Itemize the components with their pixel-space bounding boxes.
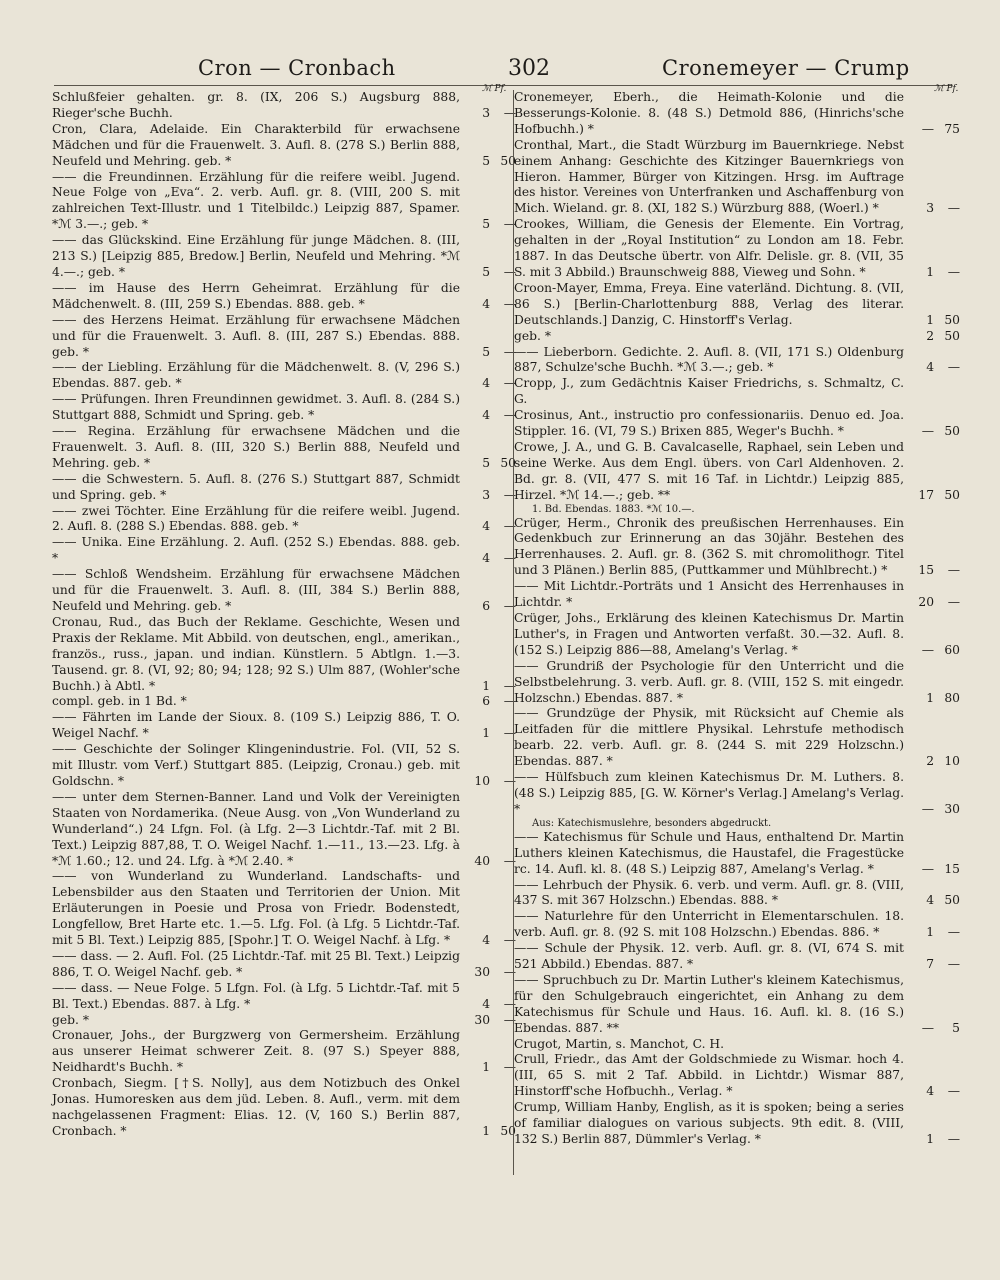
catalog-entry: [514, 878, 960, 910]
entry-price: [908, 1021, 960, 1037]
catalog-entry: [514, 818, 960, 830]
entry-text: —— zwei Töchter. Eine Erzählung für die reifere weibl. Jugend. 2. Aufl. 8. (288 S.) Ebendas. 888. geb. *: [52, 503, 460, 534]
catalog-entry: [52, 1013, 516, 1029]
entry-price: [464, 694, 516, 710]
catalog-entry: [514, 1100, 960, 1148]
price-mark: 1: [926, 264, 935, 279]
catalog-entry: [52, 949, 516, 981]
currency-column-header: ℳ Pf.: [482, 84, 507, 94]
catalog-entry: [514, 217, 960, 281]
price-mark: 4: [482, 296, 491, 311]
price-pfennig: 80: [944, 690, 960, 705]
price-pfennig: —: [503, 1060, 516, 1075]
price-pfennig: —: [947, 925, 960, 940]
price-pfennig: 15: [944, 861, 960, 876]
entry-text: 1. Bd. Ebendas. 1883. *ℳ 10.—.: [532, 503, 695, 515]
catalog-entry: [52, 1076, 516, 1140]
catalog-entry: [52, 790, 516, 870]
price-pfennig: —: [503, 264, 516, 279]
price-pfennig: 5: [952, 1020, 960, 1035]
catalog-entry: [52, 710, 516, 742]
entry-price: [908, 925, 960, 941]
catalog-entry: [52, 615, 516, 695]
catalog-entry: [52, 567, 516, 615]
entry-text: Crugot, Martin, s. Manchot, C. H.: [514, 1036, 725, 1051]
entry-text: —— der Liebling. Erzählung für die Mädchenwelt. 8. (V, 296 S.) Ebendas. 887. geb. *: [52, 360, 460, 391]
price-pfennig: —: [503, 933, 516, 948]
price-pfennig: 10: [944, 754, 960, 769]
price-pfennig: 50: [944, 487, 960, 502]
catalog-entry: [514, 504, 960, 516]
price-mark: 5: [482, 217, 491, 232]
entry-price: [464, 488, 516, 504]
price-mark: 1: [926, 1132, 935, 1146]
entry-text: —— Lieberborn. Gedichte. 2. Aufl. 8. (VII, 171 S.) Oldenburg 887, Schulze'sche Buchh. *ℳ 3.—.; geb. *: [514, 344, 904, 375]
catalog-entry: [514, 909, 960, 941]
price-mark: 5: [482, 344, 491, 359]
price-pfennig: —: [503, 964, 516, 979]
catalog-entry: [52, 360, 516, 392]
price-pfennig: —: [947, 957, 960, 972]
entry-price: [464, 774, 516, 790]
entry-price: [908, 360, 960, 376]
entry-price: [464, 265, 516, 281]
price-mark: 4: [926, 1084, 935, 1099]
entry-text: —— Spruchbuch zu Dr. Martin Luther's kleinem Katechismus, für den Schulgebrauch eingerichtet, ein Anhang zu dem Katechismus für Schule und Haus. 16. Aufl. kl. 8. (16 S.) Ebendas. 887. **: [514, 972, 904, 1035]
price-mark: 4: [482, 519, 491, 534]
catalog-entry: [514, 281, 960, 329]
catalog-entry: [52, 535, 516, 567]
entry-price: [464, 154, 516, 170]
price-pfennig: —: [503, 551, 516, 566]
entry-text: —— im Hause des Herrn Geheimrat. Erzählung für die Mädchenwelt. 8. (III, 259 S.) Ebendas. 888. geb. *: [52, 280, 460, 311]
entry-text: —— Fährten im Lande der Sioux. 8. (109 S.) Leipzig 886, T. O. Weigel Nachf. *: [52, 710, 460, 741]
entry-text: —— dass. — Neue Folge. 5 Lfgn. Fol. (à Lfg. 5 Lichtdr.-Taf. mit 5 Bl. Text.) Ebendas. 887. à Lfg. *: [52, 980, 460, 1011]
price-mark: —: [921, 861, 935, 876]
price-mark: 4: [926, 893, 935, 908]
catalog-entry: [514, 516, 960, 580]
price-mark: 5: [482, 153, 491, 168]
price-pfennig: —: [503, 344, 516, 359]
price-pfennig: —: [503, 296, 516, 311]
price-pfennig: —: [503, 694, 516, 709]
price-mark: 3: [926, 201, 935, 216]
catalog-entry: [52, 742, 516, 790]
catalog-entry: [514, 408, 960, 440]
entry-price: [464, 997, 516, 1013]
entry-text: Cron, Clara, Adelaide. Ein Charakterbild für erwachsene Mädchen und für die Frauenwelt. 3. Aufl. 8. (278 S.) Berlin 888, Neufeld und Mehring. geb. *: [52, 121, 460, 168]
price-pfennig: —: [503, 105, 516, 120]
catalog-entry: [514, 345, 960, 377]
entry-text: —— die Freundinnen. Erzählung für die reifere weibl. Jugend. Neue Folge von „Eva“. 2. verb. Aufl. gr. 8. (VIII, 200 S. mit zahlreichen Text-Illustr. und 1 Titelbildc.) Leipzig 887, Spamer. *ℳ 3.—.; geb. *: [52, 169, 460, 232]
price-pfennig: —: [947, 201, 960, 216]
entry-price: [464, 679, 516, 695]
catalog-entry: [514, 138, 960, 218]
catalog-entry: [514, 611, 960, 659]
price-mark: 4: [482, 551, 491, 566]
entry-price: [908, 488, 960, 504]
entry-text: Cronthal, Mart., die Stadt Würzburg im Bauernkriege. Nebst einem Anhang: Geschichte des Kitzinger Bauernkriegs von Hieron. Hammer, Bürger von Kitzingen. Hrsg. im Auftrage des histor. Vereines von Unterfranken und Aschaffenburg von Mich. Wieland. gr. 8. (XI, 182 S.) Würzburg 888, (Woerl.) *: [514, 137, 904, 216]
price-mark: 30: [474, 1012, 491, 1027]
price-pfennig: —: [503, 726, 516, 741]
entry-price: [908, 313, 960, 329]
price-pfennig: —: [503, 408, 516, 423]
catalog-entry: [52, 281, 516, 313]
header-left-catchword: Cron — Cronbach: [198, 56, 396, 80]
catalog-entry: [514, 770, 960, 818]
entry-price: [464, 106, 516, 122]
entry-text: geb. *: [514, 328, 551, 343]
price-pfennig: —: [503, 519, 516, 534]
price-pfennig: —: [947, 1132, 960, 1146]
entry-text: Cronau, Rud., das Buch der Reklame. Geschichte, Wesen und Praxis der Reklame. Mit Abbild. von deutschen, engl., amerikan., französ., russ., japan. und indian. Künstlern. 5 Abtlgn. 1.—3. Tausend. gr. 8. (VI, 92; 80; 94; 128; 92 S.) Ulm 887, (Wohler'sche Buchh.) à Abtl. *: [52, 614, 460, 693]
entry-text: Crüger, Johs., Erklärung des kleinen Katechismus Dr. Martin Luther's, in Fragen und Antworten verfaßt. 30.—32. Aufl. 8. (152 S.) Leipzig 886—88, Amelang's Verlag. *: [514, 611, 904, 657]
price-mark: 4: [926, 360, 935, 375]
price-pfennig: 50: [500, 455, 516, 470]
entry-price: [464, 965, 516, 981]
catalog-entry: [514, 706, 960, 770]
entry-text: —— Mit Lichtdr.-Porträts und 1 Ansicht des Herrenhauses in Lichtdr. *: [514, 579, 904, 610]
price-pfennig: 50: [500, 153, 516, 168]
catalog-entry: [514, 90, 960, 138]
entry-text: —— Schloß Wendsheim. Erzählung für erwachsene Mädchen und für die Frauenwelt. 3. Aufl. 8. (III, 384 S.) Berlin 888, Neufeld und Mehring. geb. *: [52, 567, 460, 613]
page-header: [0, 56, 1000, 86]
entry-price: [464, 376, 516, 392]
price-mark: 1: [926, 925, 935, 940]
entry-text: Crosinus, Ant., instructio pro confessionariis. Denuo ed. Joa. Stippler. 16. (VI, 79 S.) Brixen 885, Weger's Buchh. *: [514, 408, 904, 439]
price-mark: 1: [482, 678, 491, 693]
entry-text: Crump, William Hanby, English, as it is spoken; being a series of familiar dialogues on various subjects. 9th edit. 8. (VIII, 132 S.) Berlin 887, Dümmler's Verlag. *: [514, 1100, 904, 1146]
entry-price: [908, 329, 960, 345]
entry-price: [908, 754, 960, 770]
entry-text: Croon-Mayer, Emma, Freya. Eine vaterländ. Dichtung. 8. (VII, 86 S.) [Berlin-Charlottenburg 888, Verlag des literar. Deutschlands.] Danzig, C. Hinstorff's Verlag.: [514, 280, 904, 327]
entry-text: Crookes, William, die Genesis der Elemente. Ein Vortrag, gehalten in der „Royal Institution“ zu London am 18. Febr. 1887. In das Deutsche übertr. von Alfr. Delisle. gr. 8. (VII, 35 S. mit 3 Abbild.) Braunschweig 888, Vieweg und Sohn. *: [514, 217, 904, 279]
price-mark: 4: [482, 408, 491, 423]
entry-price: [464, 217, 516, 233]
catalog-entry: [52, 981, 516, 1013]
entry-price: [908, 265, 960, 281]
entry-price: [464, 297, 516, 313]
price-mark: 5: [482, 455, 491, 470]
price-pfennig: —: [947, 1084, 960, 1099]
price-pfennig: —: [503, 1012, 516, 1027]
entry-text: geb. *: [52, 1012, 89, 1027]
price-mark: 1: [926, 690, 935, 705]
right-column: [514, 84, 960, 1148]
catalog-entry: [52, 313, 516, 361]
entry-text: Cropp, J., zum Gedächtnis Kaiser Friedrichs, s. Schmaltz, C. G.: [514, 376, 904, 407]
catalog-entry: [52, 694, 516, 710]
entry-text: Cronemeyer, Eberh., die Heimath-Kolonie und die Besserungs-Kolonie. 8. (48 S.) Detmold 886, (Hinrichs'sche Hofbuchh.) *: [514, 90, 904, 136]
catalog-entry: [52, 424, 516, 472]
price-pfennig: —: [503, 773, 516, 788]
entry-price: [908, 957, 960, 973]
price-mark: 4: [482, 933, 491, 948]
price-pfennig: —: [503, 217, 516, 232]
catalog-entry: [52, 392, 516, 424]
price-mark: 1: [926, 312, 935, 327]
price-pfennig: —: [947, 563, 960, 578]
price-mark: —: [921, 642, 935, 657]
price-mark: 20: [918, 595, 935, 610]
catalog-entry: [52, 1028, 516, 1076]
entry-price: [464, 345, 516, 361]
price-mark: 15: [918, 563, 935, 578]
price-pfennig: 50: [944, 893, 960, 908]
entry-price: [908, 1132, 960, 1148]
catalog-entry: [514, 329, 960, 345]
entry-text: —— Grundzüge der Physik, mit Rücksicht auf Chemie als Leitfaden für die mittlere Physikal. Lehrstufe methodisch bearb. 22. verb. Aufl. gr. 8. (244 S. mit 229 Holzschn.) Ebendas. 887. *: [514, 706, 904, 769]
page-number: 302: [508, 56, 550, 81]
catalog-entry: [514, 659, 960, 707]
entry-text: —— unter dem Sternen-Banner. Land und Volk der Vereinigten Staaten von Nordamerika. (Neue Ausg. von „Von Wunderland zu Wunderland“.) 24 Lfgn. Fol. (à Lfg. 2—3 Lichtdr.-Taf. mit 2 Bl. Text.) Leipzig 887,88, T. O. Weigel Nachf. 1.—11., 13.—23. Lfg. à *ℳ 1.60.; 12. und 24. Lfg. à *ℳ 2.40. *: [52, 789, 460, 868]
entry-text: Cronauer, Johs., der Burgzwerg von Germersheim. Erzählung aus unserer Heimat schwerer Zeit. 8. (97 S.) Speyer 888, Neidhardt's Buchh. *: [52, 1028, 460, 1075]
entry-text: —— Naturlehre für den Unterricht in Elementarschulen. 18. verb. Aufl. gr. 8. (92 S. mit 108 Holzschn.) Ebendas. 886. *: [514, 909, 904, 940]
price-mark: 7: [926, 957, 935, 972]
entry-price: [464, 1124, 516, 1140]
catalog-entry: [514, 973, 960, 1037]
price-pfennig: 50: [500, 1123, 516, 1138]
entry-text: —— Schule der Physik. 12. verb. Aufl. gr. 8. (VI, 674 S. mit 521 Abbild.) Ebendas. 887. *: [514, 941, 904, 972]
catalog-entry: [52, 504, 516, 536]
price-pfennig: 30: [944, 801, 960, 816]
price-mark: 1: [482, 1123, 491, 1138]
catalog-entry: [514, 830, 960, 878]
entry-text: —— von Wunderland zu Wunderland. Landschafts- und Lebensbilder aus den Staaten und Territorien der Union. Mit Erläuterungen in Poesie und Prosa von Friedr. Bodenstedt, Longfellow, Bret Harte etc. 1.—5. Lfg. Fol. (à Lfg. 5 Lichtdr.-Taf. mit 5 Bl. Text.) Leipzig 885, [Spohr.] T. O. Weigel Nachf. à Lfg. *: [52, 869, 460, 948]
price-mark: 4: [482, 376, 491, 391]
price-pfennig: 50: [944, 312, 960, 327]
price-pfennig: —: [947, 264, 960, 279]
entry-price: [464, 551, 516, 567]
catalog-entry: [514, 1037, 960, 1053]
price-mark: 3: [482, 487, 491, 502]
entry-text: Schlußfeier gehalten. gr. 8. (IX, 206 S.) Augsburg 888, Rieger'sche Buchh.: [52, 90, 460, 120]
entry-price: [908, 802, 960, 818]
price-pfennig: —: [503, 853, 516, 868]
price-pfennig: 50: [944, 328, 960, 343]
entry-price: [908, 122, 960, 138]
catalog-entry: [514, 579, 960, 611]
price-mark: —: [921, 121, 935, 136]
entry-price: [464, 408, 516, 424]
entry-price: [464, 1060, 516, 1076]
catalog-entry: [52, 472, 516, 504]
price-mark: 17: [918, 487, 935, 502]
catalog-entry: [514, 376, 960, 408]
price-mark: 1: [482, 1060, 491, 1075]
left-column: [52, 84, 516, 1140]
entry-price: [908, 1084, 960, 1100]
entry-text: —— Prüfungen. Ihren Freundinnen gewidmet. 3. Aufl. 8. (284 S.) Stuttgart 888, Schmidt und Spring. geb. *: [52, 392, 460, 423]
entry-text: —— Hülfsbuch zum kleinen Katechismus Dr. M. Luthers. 8. (48 S.) Leipzig 885, [G. W. Körner's Verlag.] Amelang's Verlag. *: [514, 770, 904, 816]
entry-text: —— das Glückskind. Eine Erzählung für junge Mädchen. 8. (III, 213 S.) [Leipzig 885, Bredow.] Berlin, Neufeld und Mehring. *ℳ 4.—.; geb. *: [52, 233, 460, 279]
entry-price: [464, 456, 516, 472]
entry-price: [908, 691, 960, 707]
entry-text: —— des Herzens Heimat. Erzählung für erwachsene Mädchen und für die Frauenwelt. 3. Aufl. 8. (III, 287 S.) Ebendas. 888. geb. *: [52, 312, 460, 359]
entry-text: Cronbach, Siegm. [†S. Nolly], aus dem Notizbuch des Onkel Jonas. Humoresken aus dem jüd. Leben. 8. Aufl., verm. mit dem nachgelassenen Fragment: Elias. 12. (V, 160 S.) Berlin 887, Cronbach. *: [52, 1076, 460, 1138]
entry-text: —— dass. — 2. Aufl. Fol. (25 Lichtdr.-Taf. mit 25 Bl. Text.) Leipzig 886, T. O. Weigel Nachf. geb. *: [52, 948, 460, 979]
header-right-catchword: Cronemeyer — Crump: [662, 56, 910, 80]
price-mark: 2: [926, 328, 935, 343]
entry-text: —— die Schwestern. 5. Aufl. 8. (276 S.) Stuttgart 887, Schmidt und Spring. geb. *: [52, 471, 460, 502]
entry-text: —— Unika. Eine Erzählung. 2. Aufl. (252 S.) Ebendas. 888. geb. *: [52, 535, 460, 566]
entry-price: [464, 519, 516, 535]
entry-text: —— Katechismus für Schule und Haus, enthaltend Dr. Martin Luthers kleinen Katechismus, die Haustafel, die Fragestücke rc. 14. Aufl. kl. 8. (48 S.) Leipzig 887, Amelang's Verlag. *: [514, 829, 904, 876]
catalog-entry: [514, 440, 960, 504]
entry-price: [908, 862, 960, 878]
entry-price: [908, 201, 960, 217]
currency-column-header: ℳ Pf.: [934, 84, 959, 94]
price-mark: —: [921, 424, 935, 439]
price-pfennig: 75: [944, 121, 960, 136]
entry-text: —— Regina. Erzählung für erwachsene Mädchen und die Frauenwelt. 3. Aufl. 8. (III, 320 S.) Berlin 888, Neufeld und Mehring. geb. *: [52, 424, 460, 470]
price-mark: 6: [482, 599, 491, 613]
price-mark: 1: [482, 726, 491, 741]
price-pfennig: —: [503, 678, 516, 693]
price-mark: —: [921, 801, 935, 816]
price-mark: 40: [474, 853, 491, 868]
catalog-entry: [52, 233, 516, 281]
entry-price: [464, 726, 516, 742]
price-pfennig: 60: [944, 642, 960, 657]
entry-text: Aus: Katechismuslehre, besonders abgedruckt.: [532, 817, 772, 829]
entry-price: [464, 599, 516, 615]
price-mark: 10: [474, 773, 491, 788]
entry-text: compl. geb. in 1 Bd. *: [52, 694, 187, 709]
entry-price: [908, 595, 960, 611]
price-pfennig: —: [947, 595, 960, 610]
entry-price: [908, 424, 960, 440]
entry-price: [464, 854, 516, 870]
price-pfennig: —: [503, 376, 516, 391]
price-mark: 2: [926, 754, 935, 769]
catalog-entry: [52, 170, 516, 234]
entry-price: [908, 563, 960, 579]
entry-text: Crüger, Herm., Chronik des preußischen Herrenhauses. Ein Gedenkbuch zur Erinnerung an das 30jähr. Bestehen des Herrenhauses. 2. Aufl. gr. 8. (362 S. mit chromolithogr. Titel und 3 Plänen.) Berlin 885, (Puttkammer und Mühlbrecht.) *: [514, 515, 904, 578]
entry-text: —— Grundriß der Psychologie für den Unterricht und die Selbstbelehrung. 3. verb. Aufl. gr. 8. (VIII, 152 S. mit eingedr. Holzschn.) Ebendas. 887. *: [514, 658, 904, 705]
price-mark: 4: [482, 996, 491, 1011]
price-mark: —: [921, 1020, 935, 1035]
price-mark: 5: [482, 264, 491, 279]
entry-text: Crowe, J. A., und G. B. Cavalcaselle, Raphael, sein Leben und seine Werke. Aus dem Engl. übers. von Carl Aldenhoven. 2. Bd. gr. 8. (VII, 477 S. mit 16 Taf. in Lichtdr.) Leipzig 885, Hirzel. *ℳ 14.—.; geb. **: [514, 439, 904, 502]
catalog-entry: [52, 869, 516, 949]
price-mark: 3: [482, 105, 491, 120]
catalog-entry: [514, 941, 960, 973]
entry-price: [908, 893, 960, 909]
price-pfennig: —: [503, 487, 516, 502]
entry-price: [908, 643, 960, 659]
catalog-entry: [52, 122, 516, 170]
catalog-entry: [514, 1052, 960, 1100]
entry-text: —— Geschichte der Solinger Klingenindustrie. Fol. (VII, 52 S. mit Illustr. vom Verf.) Stuttgart 885. (Leipzig, Cronau.) geb. mit Goldschn. *: [52, 742, 460, 788]
price-mark: 30: [474, 964, 491, 979]
price-pfennig: —: [503, 996, 516, 1011]
entry-text: —— Lehrbuch der Physik. 6. verb. und verm. Aufl. gr. 8. (VIII, 437 S. mit 367 Holzschn.) Ebendas. 888. *: [514, 877, 904, 908]
catalog-entry: [52, 90, 516, 122]
price-pfennig: —: [503, 599, 516, 613]
price-pfennig: 50: [944, 424, 960, 439]
price-mark: 6: [482, 694, 491, 709]
price-pfennig: —: [947, 360, 960, 375]
entry-price: [464, 1013, 516, 1029]
entry-text: Crull, Friedr., das Amt der Goldschmiede zu Wismar. hoch 4. (III, 65 S. mit 2 Taf. Abbild. in Lichtdr.) Wismar 887, Hinstorff'sche Hofbuchh., Verlag. *: [514, 1052, 904, 1099]
entry-price: [464, 933, 516, 949]
